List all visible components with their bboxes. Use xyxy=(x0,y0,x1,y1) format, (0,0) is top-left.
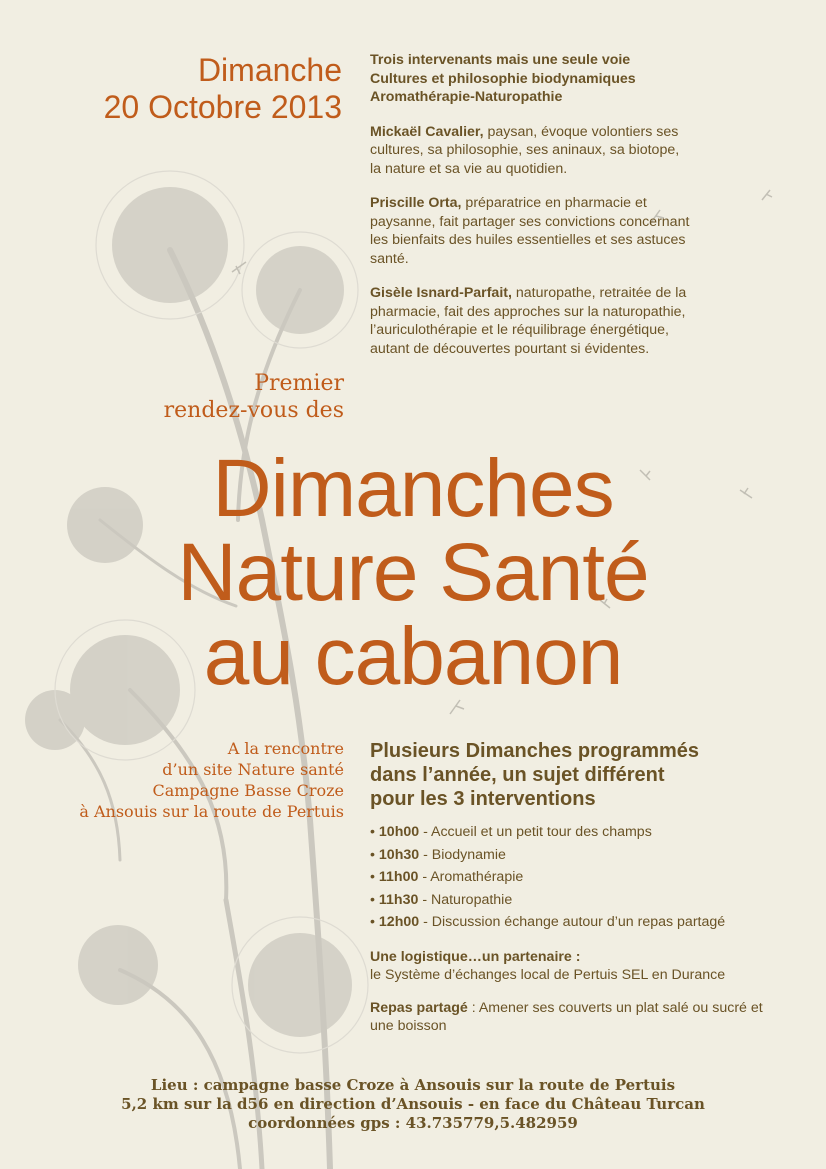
schedule-item xyxy=(370,866,770,889)
logistics-text: le Système d’échanges local de Pertuis SEL en Durance xyxy=(370,967,726,984)
schedule-desc: - Biodynamie xyxy=(419,846,506,863)
bullet: • xyxy=(370,846,379,863)
event-date xyxy=(104,52,342,126)
title-line: Nature Santé xyxy=(177,527,649,618)
bullet: • xyxy=(370,914,379,931)
speaker-paragraph xyxy=(370,123,690,179)
bullet: • xyxy=(370,891,379,908)
premier-rendezvous xyxy=(164,370,344,424)
schedule-list xyxy=(370,821,770,934)
logistics-block xyxy=(370,948,770,985)
schedule-time: 11h30 xyxy=(378,891,419,908)
program-section xyxy=(370,739,770,1036)
site-line: Campagne Basse Croze xyxy=(152,781,344,800)
schedule-desc: - Aromathérapie xyxy=(418,869,524,886)
meal-block xyxy=(370,999,770,1036)
schedule-desc: - Discussion échange autour d’un repas partagé xyxy=(419,914,726,931)
speaker-name: Gisèle Isnard-Parfait, xyxy=(370,285,512,301)
schedule-time: 10h30 xyxy=(378,846,420,863)
schedule-desc: - Naturopathie xyxy=(418,891,513,908)
site-line: d’un site Nature santé xyxy=(162,760,344,779)
premier-line: rendez-vous des xyxy=(163,398,344,423)
speaker-paragraph xyxy=(370,194,690,268)
title-line: Dimanches xyxy=(212,443,614,534)
intro-heading-line: Trois intervenants mais une seule voie xyxy=(370,52,631,68)
speaker-description: naturopathe, retraitée de la pharmacie, fait des approches sur la naturopathie, l’auriculothérapie et le réquilibrage énergétique, autant de découvertes pourtant si évidentes. xyxy=(370,285,687,357)
schedule-time: 12h00 xyxy=(378,914,420,931)
main-title xyxy=(0,443,826,702)
event-day: Dimanche xyxy=(197,52,342,88)
meal-label: Repas partagé xyxy=(370,999,468,1016)
event-full-date: 20 Octobre 2013 xyxy=(103,88,342,125)
schedule-time: 10h00 xyxy=(378,824,420,840)
speaker-description: préparatrice en pharmacie et paysanne, fait partager ses convictions concernant les bienfaits des huiles essentielles et ses astuces santé. xyxy=(370,195,690,267)
intro-heading-line: Aromathérapie-Naturopathie xyxy=(370,89,563,105)
meal-text: : Amener ses couverts un plat salé ou sucré et une boisson xyxy=(370,999,763,1035)
schedule-desc: - Accueil et un petit tour des champs xyxy=(419,824,652,840)
intro-heading xyxy=(370,51,690,107)
speaker-description: paysan, évoque volontiers ses cultures, sa philosophie, ses aninaux, sa biotope, la nature et sa vie au quotidien. xyxy=(370,123,680,177)
bullet: • xyxy=(370,824,379,840)
schedule-item xyxy=(370,821,770,844)
location-line: 5,2 km sur la d56 en direction d’Ansouis - en face du Château Turcan xyxy=(121,1095,705,1113)
speaker-paragraph xyxy=(370,284,690,358)
speaker-name: Priscille Orta, xyxy=(370,195,462,211)
schedule-item xyxy=(370,889,770,912)
bullet: • xyxy=(370,869,379,886)
site-description xyxy=(79,738,344,822)
location-info xyxy=(0,1076,826,1133)
program-heading-line: Plusieurs Dimanches programmés xyxy=(370,740,700,762)
site-line: A la rencontre xyxy=(227,739,344,758)
premier-line: Premier xyxy=(254,371,344,396)
program-heading-line: pour les 3 interventions xyxy=(370,788,596,810)
schedule-item xyxy=(370,911,770,934)
program-heading-line: dans l’année, un sujet différent xyxy=(370,764,665,786)
schedule-item xyxy=(370,844,770,867)
speakers-intro xyxy=(370,51,690,358)
intro-heading-line: Cultures et philosophie biodynamiques xyxy=(370,70,636,87)
gps-coordinates: coordonnées gps : 43.735779,5.482959 xyxy=(248,1114,578,1132)
location-line: Lieu : campagne basse Croze à Ansouis sur la route de Pertuis xyxy=(150,1076,676,1094)
site-line: à Ansouis sur la route de Pertuis xyxy=(79,802,344,821)
schedule-time: 11h00 xyxy=(378,869,419,886)
logistics-label: Une logistique…un partenaire : xyxy=(370,948,581,965)
program-heading xyxy=(370,739,770,811)
title-line: au cabanon xyxy=(203,611,623,702)
speaker-name: Mickaël Cavalier, xyxy=(370,123,484,140)
